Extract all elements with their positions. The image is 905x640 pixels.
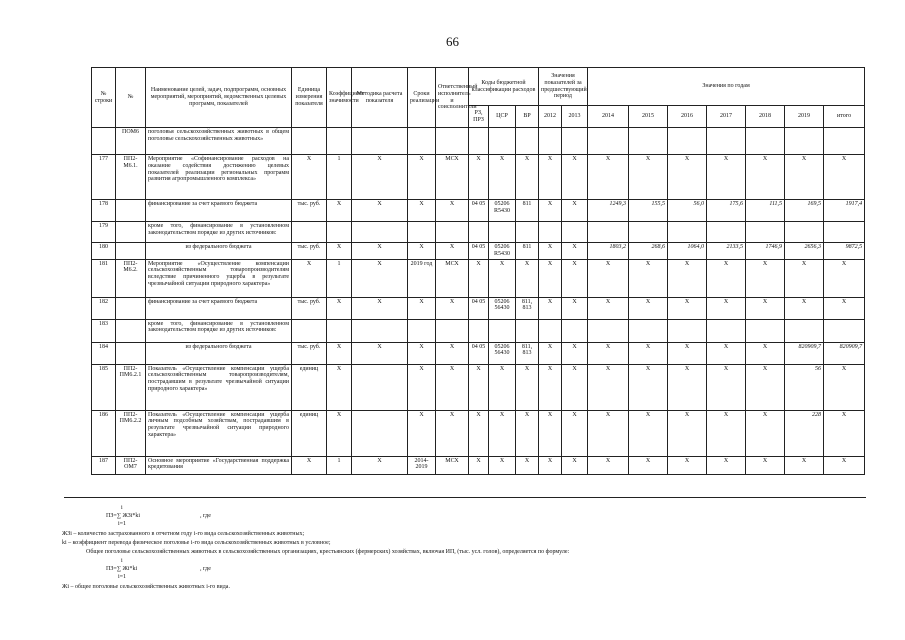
row-csr: X xyxy=(489,364,516,410)
row-value xyxy=(785,319,824,342)
row-value: X xyxy=(562,364,588,410)
row-csr: 05206 56430 xyxy=(489,342,516,364)
row-value xyxy=(707,222,746,243)
row-value: 169,5 xyxy=(785,200,824,222)
row-value: X xyxy=(668,297,707,319)
row-name: из федерального бюджета xyxy=(146,243,292,260)
row-value: X xyxy=(562,259,588,297)
header-method: Методика расчета показателя xyxy=(352,68,408,128)
row-rz: X xyxy=(469,259,489,297)
row-term: 2019 год xyxy=(408,259,436,297)
table-row xyxy=(92,342,865,364)
footnote-line-1: ЖЗi – количество застрахованного в отчетном году i-го вида сельскохозяйственных животных; xyxy=(62,531,305,537)
row-rz: X xyxy=(469,364,489,410)
row-value xyxy=(562,128,588,155)
row-vr: 811, 813 xyxy=(516,342,539,364)
row-value: X xyxy=(707,364,746,410)
row-name: финансирование за счет краевого бюджета xyxy=(146,297,292,319)
row-value: X xyxy=(562,410,588,456)
row-value: 2133,5 xyxy=(707,243,746,260)
row-rz: 04 05 xyxy=(469,297,489,319)
row-method: X xyxy=(352,342,408,364)
row-value: X xyxy=(785,259,824,297)
row-code xyxy=(116,297,146,319)
row-vr xyxy=(516,319,539,342)
row-method: X xyxy=(352,243,408,260)
row-number: 181 xyxy=(92,259,116,297)
row-value xyxy=(629,319,668,342)
row-coefficient: X xyxy=(327,243,352,260)
row-code: ПП2-ОМ7 xyxy=(116,456,146,474)
row-term: X xyxy=(408,297,436,319)
row-name: кроме того, финансирование в установленном законодательством порядке из других источников: xyxy=(146,319,292,342)
header-year-2017: 2017 xyxy=(707,106,746,128)
row-value: X xyxy=(746,410,785,456)
row-value: X xyxy=(629,297,668,319)
row-value: X xyxy=(668,364,707,410)
row-code xyxy=(116,200,146,222)
row-vr: X xyxy=(516,259,539,297)
row-value: X xyxy=(707,155,746,200)
table-row xyxy=(92,222,865,243)
row-name: из федерального бюджета xyxy=(146,342,292,364)
row-number: 182 xyxy=(92,297,116,319)
table-row xyxy=(92,200,865,222)
formula2-upper-limit: i xyxy=(121,558,123,564)
row-number: 185 xyxy=(92,364,116,410)
row-value: X xyxy=(824,155,865,200)
row-method: X xyxy=(352,155,408,200)
indicators-table xyxy=(91,67,865,475)
row-unit: тыс. руб. xyxy=(292,297,327,319)
row-value xyxy=(668,319,707,342)
row-unit: тыс. руб. xyxy=(292,342,327,364)
header-name: Наименование целей, задач, подпрограмм, основных мероприятий, мероприятий, ведомственных целевых программ, показателей xyxy=(146,68,292,128)
row-name: кроме того, финансирование в установленном законодательством порядке из других источников: xyxy=(146,222,292,243)
header-year-2014: 2014 xyxy=(588,106,629,128)
row-rz xyxy=(469,128,489,155)
footnote-line-4: Жi – общее поголовье сельскохозяйственных животных i-го вида. xyxy=(62,584,230,590)
row-value xyxy=(539,222,562,243)
header-year-2013: 2013 xyxy=(562,106,588,128)
row-value: X xyxy=(668,259,707,297)
row-value: 1249,3 xyxy=(588,200,629,222)
row-coefficient xyxy=(327,222,352,243)
formula1-upper-limit: i xyxy=(121,505,123,511)
row-term: X xyxy=(408,364,436,410)
row-value: X xyxy=(785,456,824,474)
row-term: X xyxy=(408,342,436,364)
footnote-divider xyxy=(64,497,866,498)
row-value: X xyxy=(562,243,588,260)
row-number: 178 xyxy=(92,200,116,222)
row-method: X xyxy=(352,200,408,222)
row-value: X xyxy=(562,342,588,364)
row-value xyxy=(562,222,588,243)
header-responsible: Ответственный исполнитель и соисполнители xyxy=(436,68,469,128)
row-value: 2656,3 xyxy=(785,243,824,260)
row-csr xyxy=(489,128,516,155)
row-value: X xyxy=(824,259,865,297)
row-value: X xyxy=(588,155,629,200)
row-vr: 811 xyxy=(516,243,539,260)
row-value: X xyxy=(824,456,865,474)
row-coefficient: 1 xyxy=(327,155,352,200)
row-value: X xyxy=(668,410,707,456)
row-value xyxy=(588,128,629,155)
formula2: ПЗ=∑ Жi*ki xyxy=(106,566,138,572)
row-value: X xyxy=(629,456,668,474)
row-code: ПОМ6 xyxy=(116,128,146,155)
row-method: X xyxy=(352,259,408,297)
row-value: X xyxy=(539,155,562,200)
header-budget-codes: Коды бюджетной классификации расходов xyxy=(469,68,539,106)
row-csr: X xyxy=(489,410,516,456)
row-value xyxy=(824,128,865,155)
table-row xyxy=(92,410,865,456)
row-value: X xyxy=(668,456,707,474)
header-coefficient: Коэффициент значимости xyxy=(327,68,352,128)
row-method: X xyxy=(352,456,408,474)
row-term: X xyxy=(408,200,436,222)
header-year-2019: 2019 xyxy=(785,106,824,128)
header-year-2018: 2018 xyxy=(746,106,785,128)
row-code xyxy=(116,342,146,364)
row-vr: 811, 813 xyxy=(516,297,539,319)
row-value: 1803,2 xyxy=(588,243,629,260)
row-number: 183 xyxy=(92,319,116,342)
row-value xyxy=(746,319,785,342)
table-row xyxy=(92,259,865,297)
row-code xyxy=(116,319,146,342)
row-value: X xyxy=(824,410,865,456)
table-row xyxy=(92,319,865,342)
row-value: X xyxy=(562,456,588,474)
row-term xyxy=(408,222,436,243)
row-value: X xyxy=(629,259,668,297)
header-previous-period: Значения показателей за предшествующий период xyxy=(539,68,588,106)
table-row xyxy=(92,155,865,200)
row-term: X xyxy=(408,410,436,456)
row-value: X xyxy=(562,200,588,222)
row-unit: X xyxy=(292,155,327,200)
row-method xyxy=(352,364,408,410)
row-value: X xyxy=(824,364,865,410)
row-value xyxy=(629,128,668,155)
row-unit xyxy=(292,128,327,155)
page-number: 66 xyxy=(446,34,459,49)
row-responsible: X xyxy=(436,297,469,319)
row-value xyxy=(629,222,668,243)
row-name: поголовья сельскохозяйственных животных в общем поголовье сельскохозяйственных животных» xyxy=(146,128,292,155)
header-rz: РЗ, ПРЗ xyxy=(469,106,489,128)
header-year-2016: 2016 xyxy=(668,106,707,128)
row-value xyxy=(824,222,865,243)
row-value: X xyxy=(746,297,785,319)
row-value xyxy=(746,128,785,155)
row-value xyxy=(539,128,562,155)
row-responsible xyxy=(436,128,469,155)
row-unit: единиц xyxy=(292,410,327,456)
row-csr: X xyxy=(489,155,516,200)
row-value: X xyxy=(746,456,785,474)
row-value: X xyxy=(562,297,588,319)
row-rz: X xyxy=(469,456,489,474)
row-value: X xyxy=(668,155,707,200)
row-value: 56 xyxy=(785,364,824,410)
row-coefficient: X xyxy=(327,342,352,364)
row-value: X xyxy=(539,364,562,410)
formula1-lower-limit: i=1 xyxy=(118,521,127,527)
row-csr: 05206 56430 xyxy=(489,297,516,319)
row-number: 184 xyxy=(92,342,116,364)
row-value: X xyxy=(746,364,785,410)
row-value: X xyxy=(562,155,588,200)
row-number: 177 xyxy=(92,155,116,200)
row-method: X xyxy=(352,297,408,319)
row-value: X xyxy=(539,297,562,319)
row-value: 9872,5 xyxy=(824,243,865,260)
row-csr xyxy=(489,319,516,342)
header-unit: Единица измерения показателя xyxy=(292,68,327,128)
row-unit: тыс. руб. xyxy=(292,200,327,222)
row-value: X xyxy=(785,297,824,319)
header-csr: ЦСР xyxy=(489,106,516,128)
formula2-where: , где xyxy=(200,566,211,572)
row-vr: 811 xyxy=(516,200,539,222)
row-value: X xyxy=(707,259,746,297)
table-row xyxy=(92,128,865,155)
table-row xyxy=(92,456,865,474)
row-value: X xyxy=(629,342,668,364)
row-code: ПП2-М6.1. xyxy=(116,155,146,200)
formula2-lower-limit: i=1 xyxy=(118,574,127,580)
row-name: Показатель «Осуществление компенсации ущерба личным подсобным хозяйствам, пострадавшим в результате чрезвычайной ситуации природного характера» xyxy=(146,410,292,456)
row-term: 2014-2019 xyxy=(408,456,436,474)
row-coefficient: 1 xyxy=(327,456,352,474)
row-value: X xyxy=(629,410,668,456)
row-coefficient: X xyxy=(327,297,352,319)
row-value: X xyxy=(785,155,824,200)
row-number: 179 xyxy=(92,222,116,243)
row-value: X xyxy=(588,342,629,364)
row-code: ПП2-М6.2. xyxy=(116,259,146,297)
row-unit xyxy=(292,319,327,342)
row-vr: X xyxy=(516,410,539,456)
row-rz xyxy=(469,319,489,342)
row-value: X xyxy=(588,410,629,456)
table-row xyxy=(92,243,865,260)
row-unit: X xyxy=(292,456,327,474)
row-method xyxy=(352,319,408,342)
row-value xyxy=(707,319,746,342)
row-name: Мероприятие «Софинансирование расходов на оказание содействия достижению целевых показателей реализации региональных программ развития агропромышленного комплекса» xyxy=(146,155,292,200)
row-coefficient: 1 xyxy=(327,259,352,297)
row-value xyxy=(707,128,746,155)
row-unit: X xyxy=(292,259,327,297)
row-unit: тыс. руб. xyxy=(292,243,327,260)
row-responsible: МСХ xyxy=(436,155,469,200)
row-csr xyxy=(489,222,516,243)
row-csr: 05206 R5430 xyxy=(489,200,516,222)
header-year-2015: 2015 xyxy=(629,106,668,128)
row-value xyxy=(746,222,785,243)
row-value: X xyxy=(746,342,785,364)
row-code xyxy=(116,222,146,243)
table-row xyxy=(92,364,865,410)
row-code: ПП2-ПМ6.2.2 xyxy=(116,410,146,456)
row-value xyxy=(824,319,865,342)
row-csr: X xyxy=(489,456,516,474)
row-responsible: X xyxy=(436,410,469,456)
row-number: 180 xyxy=(92,243,116,260)
row-rz xyxy=(469,222,489,243)
row-value xyxy=(785,128,824,155)
footnote-line-3: Общее поголовье сельскохозяйственных животных в сельскохозяйственных организациях, крестьянских (фермерских) хозяйствах, включая ИП, (тыс. усл. голов), определяется по формуле: xyxy=(86,549,570,555)
row-responsible: X xyxy=(436,243,469,260)
row-value xyxy=(588,319,629,342)
row-value: X xyxy=(746,259,785,297)
header-number: № xyxy=(116,68,146,128)
row-rz: X xyxy=(469,410,489,456)
header-total: итого xyxy=(824,106,865,128)
row-rz: 04 05 xyxy=(469,200,489,222)
row-unit: единиц xyxy=(292,364,327,410)
header-values-by-year: Значения по годам xyxy=(588,68,865,106)
row-name: Основное мероприятие «Государственная поддержка кредитования xyxy=(146,456,292,474)
row-term: X xyxy=(408,243,436,260)
row-number: 186 xyxy=(92,410,116,456)
row-value: X xyxy=(707,342,746,364)
row-responsible: МСХ xyxy=(436,456,469,474)
row-value: 111,5 xyxy=(746,200,785,222)
row-value: X xyxy=(588,259,629,297)
row-number xyxy=(92,128,116,155)
row-vr: X xyxy=(516,456,539,474)
row-method xyxy=(352,128,408,155)
row-value: 820909,7 xyxy=(824,342,865,364)
row-value: 1064,0 xyxy=(668,243,707,260)
row-term: X xyxy=(408,155,436,200)
row-value: 268,6 xyxy=(629,243,668,260)
row-coefficient xyxy=(327,128,352,155)
row-name: Мероприятие «Осуществление компенсации сельскохозяйственным товаропроизводителям вследствие причиненного ущерба в результате чрезвычайной ситуации природного характера» xyxy=(146,259,292,297)
row-rz: 04 05 xyxy=(469,342,489,364)
row-value: 1746,9 xyxy=(746,243,785,260)
row-coefficient xyxy=(327,319,352,342)
table-row xyxy=(92,297,865,319)
row-coefficient: X xyxy=(327,364,352,410)
row-responsible: МСХ xyxy=(436,259,469,297)
row-unit xyxy=(292,222,327,243)
row-value: 175,6 xyxy=(707,200,746,222)
row-responsible: X xyxy=(436,342,469,364)
formula1-where: , где xyxy=(200,513,211,519)
row-value xyxy=(668,128,707,155)
row-vr: X xyxy=(516,364,539,410)
row-responsible xyxy=(436,319,469,342)
formula1: ПЗ=∑ ЖЗi*ki xyxy=(106,513,141,519)
row-value: X xyxy=(539,456,562,474)
row-value: X xyxy=(746,155,785,200)
row-value: 155,5 xyxy=(629,200,668,222)
row-value: X xyxy=(588,297,629,319)
header-terms: Сроки реализации xyxy=(408,68,436,128)
row-value: X xyxy=(588,364,629,410)
row-value xyxy=(668,222,707,243)
row-value xyxy=(785,222,824,243)
row-value: X xyxy=(629,364,668,410)
header-vr: ВР xyxy=(516,106,539,128)
row-code: ПП2-ПМ6.2.1 xyxy=(116,364,146,410)
row-method xyxy=(352,222,408,243)
row-value: X xyxy=(707,410,746,456)
row-value xyxy=(562,319,588,342)
row-value: X xyxy=(539,243,562,260)
row-value: X xyxy=(707,297,746,319)
row-vr xyxy=(516,128,539,155)
footnote-line-2: ki – коэффициент перевода физическое поголовье i-го вида сельскохозяйственных животных в условное; xyxy=(62,540,331,546)
header-year-2012: 2012 xyxy=(539,106,562,128)
row-responsible: X xyxy=(436,200,469,222)
row-value: X xyxy=(629,155,668,200)
row-method xyxy=(352,410,408,456)
header-row-number: № строки xyxy=(92,68,116,128)
row-coefficient: X xyxy=(327,410,352,456)
row-value: X xyxy=(539,342,562,364)
row-vr xyxy=(516,222,539,243)
row-value: X xyxy=(539,259,562,297)
row-value xyxy=(539,319,562,342)
row-value: X xyxy=(707,456,746,474)
row-responsible: X xyxy=(436,364,469,410)
row-value: X xyxy=(539,200,562,222)
row-rz: 04 05 xyxy=(469,243,489,260)
row-value: 228 xyxy=(785,410,824,456)
row-term xyxy=(408,319,436,342)
row-term xyxy=(408,128,436,155)
row-coefficient: X xyxy=(327,200,352,222)
row-value: 1917,4 xyxy=(824,200,865,222)
row-number: 187 xyxy=(92,456,116,474)
row-value: 820909,7 xyxy=(785,342,824,364)
row-rz: X xyxy=(469,155,489,200)
row-value: X xyxy=(588,456,629,474)
row-code xyxy=(116,243,146,260)
row-responsible xyxy=(436,222,469,243)
row-name: Показатель «Осуществление компенсации ущерба сельскохозяйственным товаропроизводителям, пострадавшим в результате чрезвычайной ситуации природного характера» xyxy=(146,364,292,410)
row-value: 56,0 xyxy=(668,200,707,222)
row-csr: 05206 R5430 xyxy=(489,243,516,260)
row-value: X xyxy=(824,297,865,319)
row-name: финансирование за счет краевого бюджета xyxy=(146,200,292,222)
row-csr: X xyxy=(489,259,516,297)
row-value xyxy=(588,222,629,243)
row-value: X xyxy=(668,342,707,364)
row-value: X xyxy=(539,410,562,456)
row-vr: X xyxy=(516,155,539,200)
